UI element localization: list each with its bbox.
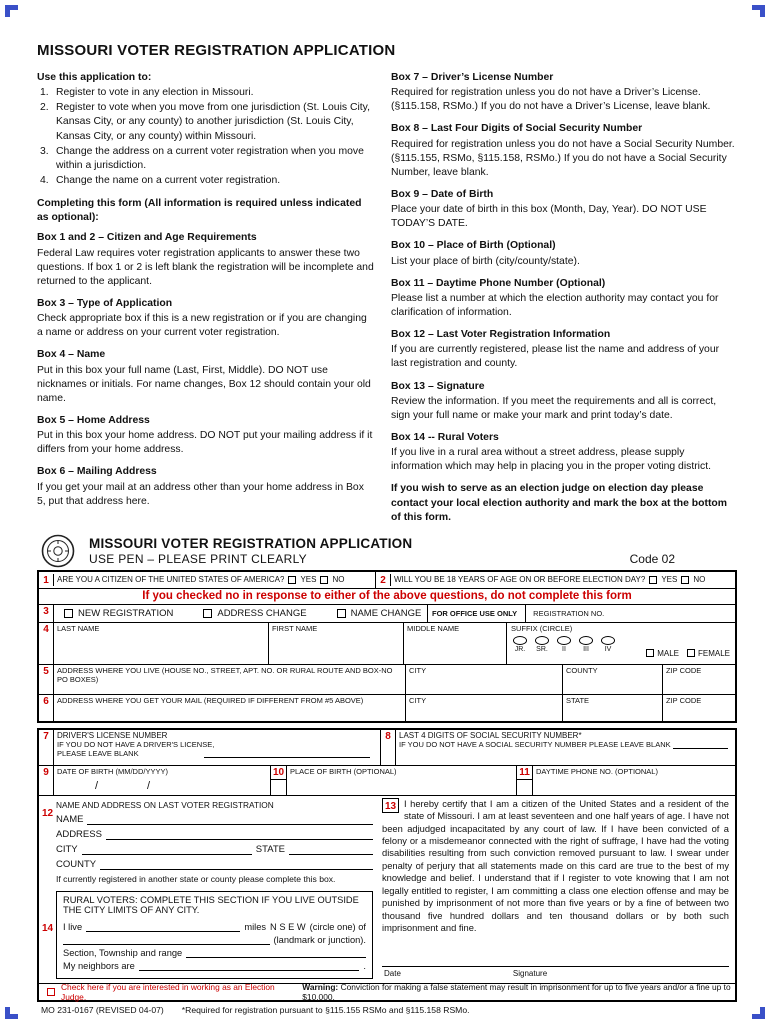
instruction-section: [37, 231, 374, 289]
instruction-body: Put in this box your home address. DO NOT put your mailing address if it differs from your home address.: [37, 430, 373, 456]
instruction-heading: Box 8 – Last Four Digits of Social Security Number: [391, 123, 643, 135]
list-number: 4.: [40, 174, 49, 186]
home-county-field[interactable]: COUNTY: [563, 665, 663, 694]
instruction-section: [37, 348, 374, 406]
suffix-options: [513, 636, 615, 653]
registration-certify-row: [39, 796, 735, 984]
middle-name-field[interactable]: [404, 623, 507, 664]
license-note-2: PLEASE LEAVE BLANK: [57, 748, 139, 758]
box-10-number: 10: [271, 766, 287, 795]
place-of-birth-field[interactable]: [287, 766, 517, 795]
female-checkbox[interactable]: [687, 649, 695, 657]
age-yes-checkbox[interactable]: [649, 576, 657, 584]
last-registration-title: NAME AND ADDRESS ON LAST VOTER REGISTRATION: [56, 799, 274, 810]
registration-form-top: [37, 570, 737, 723]
age-question-text: WILL YOU BE 18 YEARS OF AGE ON OR BEFORE ELECTION DAY?: [394, 575, 646, 585]
registration-no-label: REGISTRATION NO.: [533, 608, 605, 618]
date-label: Date: [384, 968, 401, 978]
mail-address-row: [39, 695, 735, 721]
drivers-license-label: DRIVER'S LICENSE NUMBER: [57, 730, 168, 740]
home-address-row: [39, 665, 735, 695]
signature-label: Signature: [512, 968, 548, 978]
list-item: [37, 174, 374, 188]
age-no-checkbox[interactable]: [681, 576, 689, 584]
section-write-line[interactable]: [186, 949, 366, 958]
instruction-body: Review the information. If you meet the requirements and all is correct, sign your full name or make your mark and print today’s date.: [391, 395, 717, 421]
use-application-heading: Use this application to:: [37, 72, 152, 83]
last-name-field[interactable]: [54, 623, 269, 664]
circle-mark: [513, 636, 527, 645]
instruction-section: [391, 188, 737, 231]
new-registration-checkbox[interactable]: [64, 609, 73, 618]
gender-options: [646, 624, 731, 663]
middle-name-label: MIDDLE NAME: [407, 623, 460, 633]
list-text: Change the address on a current voter registration when you move within a jurisdiction.: [56, 145, 364, 171]
list-text: Change the name on a current voter registration.: [56, 174, 281, 186]
license-ssn-row: [39, 730, 735, 766]
ssn-label: LAST 4 DIGITS OF SOCIAL SECURITY NUMBER*: [399, 730, 582, 740]
no-label: NO: [332, 575, 345, 585]
instruction-section: [391, 328, 737, 371]
required-note: *Required for registration pursuant to §115.155 RSMo and §115.158 RSMo.: [181, 1004, 470, 1015]
circle-mark: [579, 636, 593, 645]
age-question-cell: [391, 572, 735, 588]
completing-form-heading: Completing this form (All information is required unless indicated as optional):: [37, 198, 362, 224]
pob-label: PLACE OF BIRTH (OPTIONAL): [290, 766, 397, 776]
corner-registration-mark: [5, 5, 18, 17]
form-title-block: [89, 536, 412, 566]
female-option[interactable]: FEMALE: [687, 649, 730, 658]
list-item: [37, 145, 374, 173]
rural-live-line: I live miles N S E W (circle one) of: [63, 921, 366, 932]
list-text: Register to vote in any election in Missouri.: [56, 87, 254, 99]
list-number: 3.: [40, 145, 49, 157]
citizen-age-row: [39, 572, 735, 589]
city-state-line: CITY STATE: [56, 844, 373, 855]
name-row: [39, 623, 735, 665]
list-number: 1.: [40, 87, 49, 99]
box-14-number: 14: [41, 922, 54, 934]
application-type-options: [54, 605, 428, 622]
last-registration-box: [39, 796, 378, 888]
instruction-heading: Box 14 -- Rural Voters: [391, 431, 499, 443]
box-12-number: 12: [41, 807, 54, 819]
yes-label: YES: [661, 575, 678, 585]
box-13-number: 13: [382, 798, 399, 813]
instruction-section: [391, 122, 737, 180]
instruction-heading: Box 7 – Driver’s License Number: [391, 72, 554, 83]
neighbors-write-line[interactable]: [139, 962, 360, 971]
instruction-heading: Box 11 – Daytime Phone Number (Optional): [391, 277, 606, 289]
male-option[interactable]: MALE: [646, 649, 679, 658]
daytime-phone-field[interactable]: [533, 766, 735, 795]
address-change-checkbox[interactable]: [203, 609, 212, 618]
citizen-question-text: ARE YOU A CITIZEN OF THE UNITED STATES OF AMERICA?: [57, 575, 285, 585]
instruction-heading: Box 9 – Date of Birth: [391, 188, 494, 200]
name-write-line[interactable]: [87, 816, 373, 825]
box-7-number: 7: [39, 730, 54, 765]
election-judge-note: If you wish to serve as an election judge on election day please contact your local election authority and mark the box at the bottom of this form.: [391, 483, 728, 523]
instructions-left-column: [37, 71, 374, 525]
last-registration-note: If currently registered in another state or county please complete this box.: [56, 873, 336, 884]
corner-registration-mark: [752, 5, 765, 17]
instruction-body: Required for registration unless you do not have a Driver’s License. (§115.158, RSMo.) If you do not have a Driver’s License, leave blank.: [391, 87, 711, 113]
address-line: ADDRESS: [56, 829, 373, 840]
form-header: [37, 534, 737, 568]
rural-landmark-line: (landmark or junction).: [63, 935, 366, 945]
option-label: NAME CHANGE: [350, 607, 422, 619]
rural-neighbors-line: My neighbors are .: [63, 960, 366, 971]
rural-voters-box: [39, 888, 378, 983]
office-use-cell: [428, 605, 735, 622]
instruction-heading: Box 1 and 2 – Citizen and Age Requirements: [37, 232, 257, 244]
city-write-line[interactable]: [82, 846, 252, 855]
suffix-gender-cell: [507, 623, 735, 664]
dob-slashes: / /: [95, 779, 151, 792]
instruction-heading: Box 6 – Mailing Address: [37, 466, 157, 478]
mail-city-field[interactable]: CITY: [406, 695, 563, 721]
rural-voters-title: RURAL VOTERS: COMPLETE THIS SECTION IF YOU LIVE OUTSIDE THE CITY LIMITS OF ANY CITY.: [63, 894, 359, 915]
suffix-option-sr[interactable]: SR.: [535, 636, 549, 653]
citizen-question-cell: [54, 572, 376, 588]
form-number: MO 231-0167 (REVISED 04-07): [41, 1004, 164, 1015]
mail-address-label: ADDRESS WHERE YOU GET YOUR MAIL (REQUIRED IF DIFFERENT FROM #5 ABOVE): [57, 695, 364, 705]
instruction-body: Check appropriate box if this is a new registration or if you are changing a name or address on your current voter registration.: [37, 313, 367, 339]
box-3-number: 3: [39, 605, 54, 622]
direction-options[interactable]: N S E W: [270, 921, 306, 932]
list-text: Register to vote when you move from one jurisdiction (St. Louis City, Kansas City, or any county) to another jurisdiction (St. Louis City, Kansas City, or any county) within Missouri.: [56, 102, 370, 142]
rural-voters-content: [56, 891, 373, 979]
mail-zip-field[interactable]: ZIP CODE: [666, 695, 702, 705]
rural-section-line: Section, Township and range: [63, 948, 366, 958]
box-9-number: 9: [39, 766, 54, 795]
missouri-state-seal-logo: [41, 534, 75, 568]
home-address-field[interactable]: [54, 665, 406, 694]
form-code: Code 02: [629, 551, 675, 566]
instruction-section: [391, 277, 737, 320]
instruction-section: [37, 465, 374, 508]
mail-address-field[interactable]: [54, 695, 406, 721]
stop-banner: If you checked no in response to either of the above questions, do not complete this form: [39, 589, 735, 605]
corner-registration-mark: [5, 1007, 18, 1019]
suffix-option-iv[interactable]: IV: [601, 636, 615, 653]
instruction-heading: Box 10 – Place of Birth (Optional): [391, 240, 556, 252]
instruction-section: [391, 239, 737, 268]
instruction-heading: Box 4 – Name: [37, 349, 106, 361]
name-change-option[interactable]: [337, 608, 422, 619]
suffix-label: SUFFIX (CIRCLE): [511, 623, 573, 633]
address-change-option[interactable]: [203, 608, 306, 619]
election-judge-checkbox[interactable]: [47, 988, 55, 996]
ssn-field[interactable]: [396, 730, 735, 765]
instruction-body: List your place of birth (city/county/state).: [391, 255, 580, 267]
citizen-yes-checkbox[interactable]: [288, 576, 296, 584]
certification-box: [378, 796, 735, 983]
box-6-number: 6: [39, 695, 54, 721]
miles-write-line[interactable]: [86, 923, 240, 932]
first-name-field[interactable]: [269, 623, 404, 664]
instruction-body: Put in this box your full name (Last, First, Middle). DO NOT use nicknames or initials. For name changes, Box 12 should contain your old name.: [37, 364, 371, 404]
first-name-label: FIRST NAME: [272, 623, 318, 633]
instruction-section: [391, 71, 737, 114]
certification-content: [382, 798, 729, 966]
instruction-body: Required for registration unless you do not have a Social Security Number. (§115.155, RSMo, §115.158, RSMo.) If you do not have a Social Security Number, leave blank.: [391, 138, 735, 178]
last-name-label: LAST NAME: [57, 623, 100, 633]
instruction-body: Federal Law requires voter registration applicants to answer these two questions. If box 1 or 2 is left blank the registration will be incomplete and returned to the applicant.: [37, 247, 374, 287]
left-block: [39, 796, 378, 983]
county-write-line[interactable]: [100, 861, 373, 870]
new-registration-option[interactable]: [64, 608, 173, 619]
instruction-heading: Box 5 – Home Address: [37, 414, 150, 426]
box-1-number: 1: [39, 574, 54, 586]
list-item: [37, 86, 374, 100]
yes-label: YES: [300, 575, 317, 585]
home-city-field[interactable]: CITY: [406, 665, 563, 694]
warning-text: Warning: Conviction for making a false statement may result in imprisonment for up to five years and/or a fine up to $10,000.: [302, 981, 731, 1002]
form-subtitle: USE PEN – PLEASE PRINT CLEARLY: [89, 551, 307, 566]
list-number: 2.: [40, 102, 49, 114]
mail-state-field[interactable]: STATE: [563, 695, 663, 721]
instruction-heading: Box 13 – Signature: [391, 380, 485, 392]
instruction-heading: Box 3 – Type of Application: [37, 297, 173, 309]
instructions-area: [37, 71, 737, 525]
box-5-number: 5: [39, 665, 54, 694]
page-title: MISSOURI VOTER REGISTRATION APPLICATION: [37, 42, 396, 59]
last-registration-content: [56, 798, 373, 888]
election-judge-label: Check here if you are interested in working as an Election Judge.: [61, 981, 275, 1002]
instruction-body: Please list a number at which the election authority may contact you for clarification of information.: [391, 292, 719, 318]
list-item: [37, 101, 374, 143]
dob-pob-phone-row: [39, 766, 735, 796]
application-type-row: [39, 605, 735, 623]
name-line: NAME: [56, 814, 373, 825]
ssn-note: IF YOU DO NOT HAVE A SOCIAL SECURITY NUMBER PLEASE LEAVE BLANK: [399, 739, 671, 749]
dob-label: DATE OF BIRTH (MM/DD/YYYY): [57, 766, 168, 776]
instruction-section: [391, 431, 737, 474]
male-checkbox[interactable]: [646, 649, 654, 657]
instruction-section: [37, 297, 374, 340]
circle-mark: [535, 636, 549, 645]
form-footer: [37, 1005, 737, 1015]
signature-area[interactable]: [382, 966, 729, 981]
box-4-number: 4: [39, 623, 54, 664]
home-address-label: ADDRESS WHERE YOU LIVE (HOUSE NO., STREET, APT. NO. OR RURAL ROUTE AND BOX-NO PO BOXES): [57, 665, 393, 684]
address-write-line[interactable]: [106, 831, 373, 840]
county-line: COUNTY: [56, 859, 373, 870]
no-label: NO: [693, 575, 706, 585]
box-8-number: 8: [381, 730, 396, 765]
citizen-no-checkbox[interactable]: [320, 576, 328, 584]
instruction-body: If you are currently registered, please list the name and address of your last registration and county.: [391, 344, 720, 370]
option-label: ADDRESS CHANGE: [217, 607, 307, 619]
landmark-write-line[interactable]: [63, 936, 270, 945]
instruction-body: If you live in a rural area without a street address, please supply information which may help in placing you in the proper voting district.: [391, 447, 711, 473]
instruction-heading: Box 12 – Last Voter Registration Information: [391, 329, 611, 341]
date-of-birth-field[interactable]: [54, 766, 271, 795]
suffix-option-jr[interactable]: JR.: [513, 636, 527, 653]
ssn-write-line[interactable]: [673, 741, 728, 749]
instruction-body: If you get your mail at an address other than your home address in Box 5, put that address here.: [37, 481, 364, 507]
box-11-number: 11: [517, 766, 533, 795]
license-note-1: IF YOU DO NOT HAVE A DRIVER'S LICENSE,: [57, 739, 215, 749]
instruction-body: Place your date of birth in this box (Month, Day, Year). DO NOT USE TODAY’S DATE.: [391, 204, 707, 230]
circle-mark: [601, 636, 615, 645]
home-zip-field[interactable]: ZIP CODE: [666, 665, 702, 675]
option-label: NEW REGISTRATION: [78, 607, 174, 619]
name-change-checkbox[interactable]: [337, 609, 346, 618]
instruction-section: [37, 414, 374, 457]
drivers-license-field[interactable]: [54, 730, 381, 765]
certification-text: I hereby certify that I am a citizen of the United States and a resident of the state of Missouri. I am at least seventeen and one half years of age. I have not been adjudged incapacitated by any court of law. If I have been convicted of a felony or a misdemeanor connected with the right of suffrage, I have had the voting disabilities resulting from such conviction removed pursuant to law. I swear under penalty of perjury that all statements made on this card are true to the best of my knowledge and belief. I understand that if I register to vote knowing that I am not legally entitled to register, I am committing a class one election offense and may be punished by imprisonment of not more than five years or by a fine of between two thousand five hundred dollars and ten thousand dollars or by both such imprisonment and fine.: [382, 798, 729, 934]
instructions-right-column: [391, 71, 737, 525]
circle-mark: [557, 636, 571, 645]
suffix-option-iii[interactable]: III: [579, 636, 593, 653]
phone-label: DAYTIME PHONE NO. (OPTIONAL): [536, 766, 658, 776]
corner-registration-mark: [752, 1007, 765, 1019]
box-2-number: 2: [376, 574, 391, 586]
suffix-group: [511, 624, 615, 663]
state-write-line[interactable]: [289, 846, 373, 855]
license-write-line[interactable]: [204, 757, 370, 758]
suffix-option-ii[interactable]: II: [557, 636, 571, 653]
office-use-label: FOR OFFICE USE ONLY: [428, 605, 526, 622]
instruction-section: [391, 380, 737, 423]
election-judge-row: [39, 981, 735, 1002]
form-title: MISSOURI VOTER REGISTRATION APPLICATION: [89, 535, 413, 551]
registration-form-bottom: [37, 728, 737, 1002]
